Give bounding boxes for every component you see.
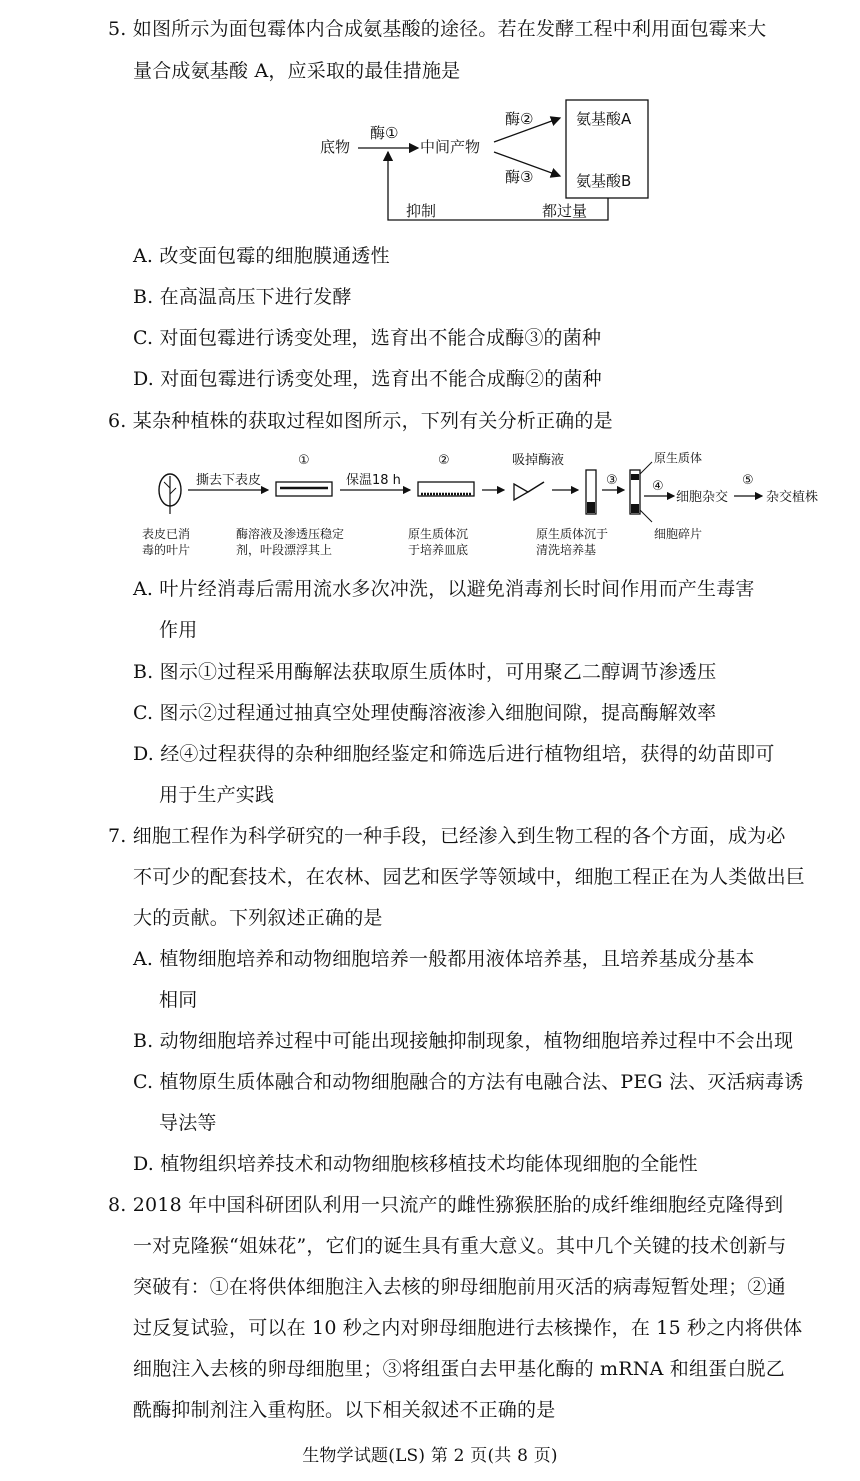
q5-stem-line-2: 量合成氨基酸 A，应采取的最佳措施是 bbox=[133, 60, 461, 82]
dish1-label-1: 酶溶液及渗透压稳定 bbox=[236, 527, 345, 541]
q6-option-a-line-2: 作用 bbox=[159, 619, 198, 641]
petri-dish-2-icon bbox=[418, 482, 474, 496]
inhibit-label: 抑制 bbox=[406, 202, 437, 220]
q6-option-c: C. 图示②过程通过抽真空处理使酶溶液渗入细胞间隙，提高酶解效率 bbox=[133, 702, 717, 724]
pointer-protoplast bbox=[640, 462, 652, 474]
petri-dish-1-icon bbox=[276, 482, 332, 496]
q8-stem-line-1: 8. 2018 年中国科研团队利用一只流产的雌性猕猴胚胎的成纤维细胞经克隆得到 bbox=[108, 1194, 784, 1216]
aminoB-label: 氨基酸B bbox=[576, 172, 632, 190]
q7-option-a-line-1: A. 植物细胞培养和动物细胞培养一般都用液体培养基，且培养基成分基本 bbox=[133, 948, 755, 970]
q5-option-d: D. 对面包霉进行诱变处理，选育出不能合成酶②的菌种 bbox=[133, 368, 602, 390]
q8-stem-line-4: 过反复试验，可以在 10 秒之内对卵母细胞进行去核操作，在 15 秒之内将供体 bbox=[133, 1317, 803, 1339]
enzyme2-label: 酶② bbox=[505, 110, 534, 128]
enzyme3-label: 酶③ bbox=[505, 168, 534, 186]
pipette-icon bbox=[514, 482, 544, 500]
page-footer: 生物学试题(LS) 第 2 页(共 8 页) bbox=[302, 1446, 558, 1466]
step-tear-label: 撕去下表皮 bbox=[196, 473, 262, 488]
q7-option-c-line-1: C. 植物原生质体融合和动物细胞融合的方法有电融合法、PEG 法、灭活病毒诱 bbox=[133, 1071, 804, 1093]
q7-option-a-line-2: 相同 bbox=[159, 989, 198, 1011]
warm-label: 保温18 h bbox=[346, 473, 401, 488]
leaf-label-1: 表皮已消 bbox=[142, 527, 191, 541]
q6-option-b: B. 图示①过程采用酶解法获取原生质体时，可用聚乙二醇调节渗透压 bbox=[133, 661, 717, 683]
step5-label: ⑤ bbox=[742, 473, 754, 488]
hybrid-cell-label: 细胞杂交 bbox=[676, 490, 729, 505]
intermediate-label: 中间产物 bbox=[420, 138, 481, 156]
q8-stem-line-2: 一对克隆猴“姐妹花”，它们的诞生具有重大意义。其中几个关键的技术创新与 bbox=[133, 1235, 787, 1257]
q7-option-b: B. 动物细胞培养过程中可能出现接触抑制现象，植物细胞培养过程中不会出现 bbox=[133, 1030, 794, 1052]
q7-option-d: D. 植物组织培养技术和动物细胞核移植技术均能体现细胞的全能性 bbox=[133, 1153, 698, 1175]
step3-label: ③ bbox=[606, 473, 618, 488]
q7-option-c-line-2: 导法等 bbox=[159, 1112, 217, 1134]
tube-label-1: 原生质体沉于 bbox=[536, 527, 609, 541]
q6-option-a-line-1: A. 叶片经消毒后需用流水多次冲洗，以避免消毒剂长时间作用而产生毒害 bbox=[133, 578, 755, 600]
leaf-label-2: 毒的叶片 bbox=[142, 543, 191, 557]
q5-option-c: C. 对面包霉进行诱变处理，选育出不能合成酶③的菌种 bbox=[133, 327, 602, 349]
fragment-label: 细胞碎片 bbox=[654, 527, 703, 541]
step1-label: ① bbox=[298, 453, 310, 468]
q7-stem-line-3: 大的贡献。下列叙述正确的是 bbox=[133, 907, 383, 929]
q6-stem: 6. 某杂种植株的获取过程如图所示，下列有关分析正确的是 bbox=[108, 410, 613, 432]
q8-stem-line-3: 突破有：①在将供体细胞注入去核的卵母细胞前用灭活的病毒短暂处理；②通 bbox=[133, 1276, 786, 1298]
test-tube-icon bbox=[586, 470, 596, 514]
step4-label: ④ bbox=[652, 479, 664, 494]
q8-stem-line-6: 酰酶抑制剂注入重构胚。以下相关叙述不正确的是 bbox=[133, 1399, 556, 1421]
tube-label-2: 清洗培养基 bbox=[536, 543, 597, 557]
q6-process-diagram bbox=[140, 444, 850, 564]
q5-option-b: B. 在高温高压下进行发酵 bbox=[133, 286, 352, 308]
q5-pathway-diagram bbox=[310, 96, 660, 228]
enzyme1-label: 酶① bbox=[370, 124, 399, 142]
q6-option-d-line-1: D. 经④过程获得的杂种细胞经鉴定和筛选后进行植物组培，获得的幼苗即可 bbox=[133, 743, 775, 765]
protoplast-label: 原生质体 bbox=[654, 451, 703, 465]
centrifuge-tube-icon bbox=[630, 470, 640, 514]
pointer-fragment bbox=[640, 510, 652, 522]
step2-label: ② bbox=[438, 453, 450, 468]
q8-stem-line-5: 细胞注入去核的卵母细胞里；③将组蛋白去甲基化酶的 mRNA 和组蛋白脱乙 bbox=[133, 1358, 785, 1380]
suck-label: 吸掉酶液 bbox=[512, 453, 565, 468]
q6-option-d-line-2: 用于生产实践 bbox=[159, 784, 275, 806]
dish2-label-2: 于培养皿底 bbox=[408, 543, 469, 557]
leaf-icon bbox=[159, 474, 181, 514]
hybrid-plant-label: 杂交植株 bbox=[766, 490, 819, 505]
excess-label: 都过量 bbox=[542, 202, 588, 220]
q5-stem-line-1: 5. 如图所示为面包霉体内合成氨基酸的途径。若在发酵工程中利用面包霉来大 bbox=[108, 18, 767, 40]
q5-option-a: A. 改变面包霉的细胞膜通透性 bbox=[133, 245, 390, 267]
substrate-label: 底物 bbox=[320, 138, 351, 156]
q7-stem-line-1: 7. 细胞工程作为科学研究的一种手段，已经渗入到生物工程的各个方面，成为必 bbox=[108, 825, 786, 847]
dish1-label-2: 剂，叶段漂浮其上 bbox=[236, 543, 333, 557]
aminoA-label: 氨基酸A bbox=[576, 110, 632, 128]
dish2-label-1: 原生质体沉 bbox=[408, 527, 469, 541]
q7-stem-line-2: 不可少的配套技术，在农林、园艺和医学等领域中，细胞工程正在为人类做出巨 bbox=[133, 866, 806, 888]
